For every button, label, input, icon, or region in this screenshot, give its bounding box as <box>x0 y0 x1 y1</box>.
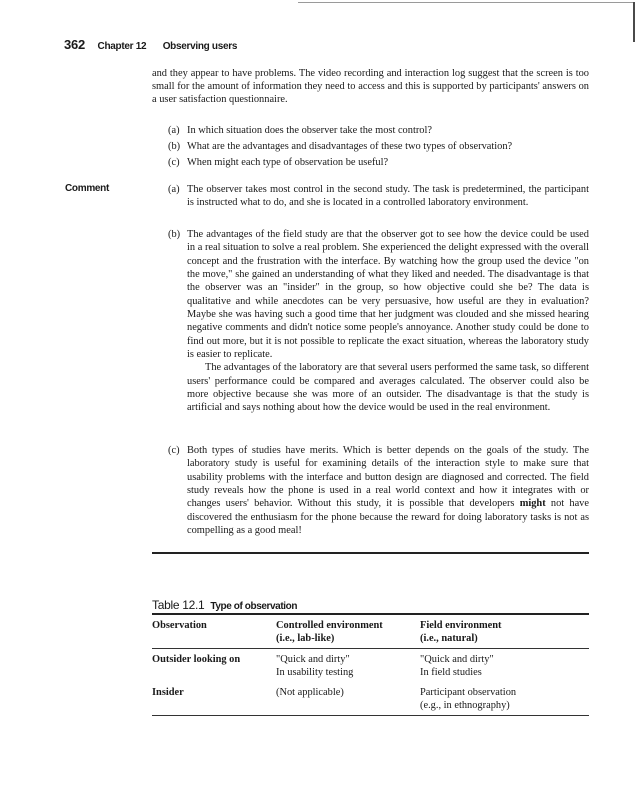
table-bottom-rule <box>152 715 589 716</box>
table-title: Type of observation <box>210 601 298 612</box>
question-b <box>168 140 589 153</box>
running-header <box>64 36 237 54</box>
answer-label: (b) <box>168 229 181 240</box>
question-text: What are the advantages and disadvantages of these two types of observation? <box>187 141 513 152</box>
table-header-field-sub: (i.e., natural) <box>420 633 478 644</box>
answer-label: (c) <box>168 445 180 456</box>
emphasis-word: might <box>519 498 546 510</box>
page-top-rule <box>298 2 633 3</box>
table-cell: (Not applicable) <box>276 687 344 698</box>
section-separator <box>152 552 589 554</box>
question-a <box>168 124 589 137</box>
question-label: (b) <box>168 141 181 152</box>
table-row-outsider-label: Outsider looking on <box>152 654 241 665</box>
answer-text: The observer takes most control in the second study. The task is predetermined, the participant is instructed what to do, and she is located in a controlled laboratory environment. <box>187 184 589 209</box>
table-row-insider-label: Insider <box>152 687 184 698</box>
table-cell: "Quick and dirty" <box>420 654 494 665</box>
table-cell: In field studies <box>420 667 482 678</box>
answer-c <box>168 444 589 537</box>
answer-paragraph: The advantages of the laboratory are that several users performed the same task, so different users' performance could be compared and averages calculated. The observer could also be more objective because she was more of an outsider. The disadvantage is that the study is artificial and says nothing about how the device would be used in the real environment. <box>187 362 589 414</box>
answer-text <box>187 228 589 415</box>
page-edge-mark <box>633 2 635 42</box>
question-text: In which situation does the observer take the most control? <box>187 125 432 136</box>
question-label: (c) <box>168 157 180 168</box>
table-cell: Participant observation <box>420 687 517 698</box>
chapter-label: Chapter 12 <box>97 41 147 52</box>
answer-label: (a) <box>168 184 180 195</box>
table-top-rule <box>152 613 589 615</box>
table-cell: In usability testing <box>276 667 354 678</box>
page-number: 362 <box>64 37 86 52</box>
table-header-rule <box>152 648 589 649</box>
table-cell: "Quick and dirty" <box>276 654 350 665</box>
table-header-controlled: Controlled environment <box>276 620 383 631</box>
table-header-observation: Observation <box>152 620 207 631</box>
answer-a <box>168 183 589 210</box>
table-number: Table 12.1 <box>152 598 205 612</box>
answer-text-part: not have discovered the enthusiasm for the phone because the reward for doing laboratory tasks is not as compelling as a good meal! <box>187 498 589 537</box>
question-label: (a) <box>168 125 180 136</box>
comment-label: Comment <box>65 183 110 194</box>
table-header-field: Field environment <box>420 620 502 631</box>
answer-text-part: Both types of studies have merits. Which is better depends on the goals of the study. The laboratory study is useful for examining details of the interaction style to make sure that usability problems with the interface and button design are diagnosed and corrected. The field study reveals how the phone is used in a real world context and how it integrates with or changes users' behavior. Without this study, it is possible that developers <box>187 445 589 510</box>
answer-text <box>187 444 589 537</box>
table-cell: (e.g., in ethnography) <box>420 700 510 711</box>
answer-b <box>168 228 589 415</box>
answer-paragraph: The advantages of the field study are that the observer got to see how the device could be used in a real situation to solve a real problem. She experienced the delight expressed with the overall concept and the frustration with the interface. By watching how the group used the device "on the move," she gained an understanding of what they liked and needed. The disadvantage is that the observer was an "insider" in the group, so how objective could she be? The data is qualitative and while anecdotes can be very persuasive, how useful are they in evaluation? Maybe she was having such a good time that her judgment was clouded and she missed hearing negative comments and didn't notice some people's annoyance. Another study could be done to find out more, but it is not possible to replicate the exact situation, whereas the laboratory study is easier to replicate. <box>187 229 589 361</box>
question-text: When might each type of observation be useful? <box>187 157 389 168</box>
table-header-controlled-sub: (i.e., lab-like) <box>276 633 335 644</box>
intro-paragraph: and they appear to have problems. The video recording and interaction log suggest that the screen is too small for the amount of information they need to access and this is supported by participants' answers on a user satisfaction questionnaire. <box>152 68 589 105</box>
question-c <box>168 156 589 169</box>
table-caption <box>152 596 297 614</box>
chapter-title: Observing users <box>162 41 238 52</box>
